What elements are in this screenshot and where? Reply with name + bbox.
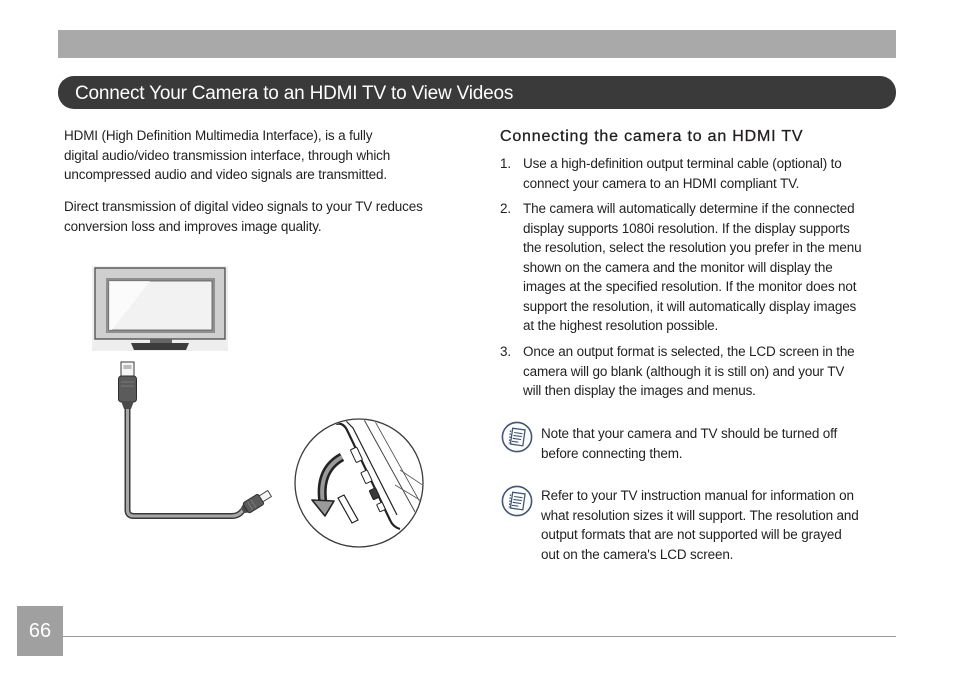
note-text-2 — [541, 486, 859, 564]
note-line: Note that your camera and TV should be turned off — [541, 426, 838, 441]
intro-line: HDMI (High Definition Multimedia Interface), is a fully — [64, 128, 373, 143]
footer-rule — [63, 636, 896, 637]
intro-line: conversion loss and improves image quality. — [64, 218, 322, 234]
step-line: at the highest resolution possible. — [523, 318, 719, 333]
step-number: 2. — [500, 201, 511, 216]
step-line: will then display the images and menus. — [523, 383, 756, 398]
top-header-bar — [58, 30, 896, 58]
hdmi-connection-illustration — [85, 255, 435, 555]
step-line: Once an output format is selected, the LCD screen in the — [523, 344, 855, 359]
note-line: output formats that are not supported will be grayed — [541, 527, 842, 542]
title-bar — [58, 76, 896, 109]
intro-paragraph-2 — [64, 197, 423, 236]
step-line: The camera will automatically determine if the connected — [523, 201, 855, 216]
step-line: the resolution, select the resolution you prefer in the menu — [523, 240, 862, 255]
note-line: Refer to your TV instruction manual for information on — [541, 488, 854, 503]
note-icon — [501, 421, 533, 453]
step-line: camera will go blank (although it is still on) and your TV — [523, 363, 845, 379]
note-icon — [501, 485, 533, 517]
step-text — [523, 199, 861, 336]
intro-line: digital audio/video transmission interface, through which — [64, 147, 391, 163]
step-line: display supports 1080i resolution. If the display supports — [523, 220, 850, 236]
step-text — [523, 342, 855, 401]
page-number-box — [17, 606, 63, 656]
step-line: connect your camera to an HDMI compliant TV. — [523, 175, 800, 191]
tv-icon — [92, 266, 228, 351]
intro-line: Direct transmission of digital video signals to your TV reduces — [64, 199, 423, 214]
step-number: 3. — [500, 344, 511, 359]
step-line: images at the specified resolution. If the monitor does not — [523, 279, 857, 294]
note-text-1 — [541, 424, 837, 463]
camera-hdmi-port-icon — [295, 416, 430, 547]
step-line: support the resolution, it will automatically display images — [523, 298, 857, 314]
step-number: 1. — [500, 156, 511, 171]
step-line: shown on the camera and the monitor will display the — [523, 259, 833, 275]
step-line: Use a high-definition output terminal cable (optional) to — [523, 156, 842, 171]
note-line: what resolution sizes it will support. The resolution and — [541, 507, 859, 523]
intro-paragraph-1 — [64, 126, 390, 185]
page-title: Connect Your Camera to an HDMI TV to View Videos — [75, 83, 514, 104]
hdmi-cable-icon — [119, 362, 273, 516]
step-text — [523, 154, 842, 193]
intro-line: uncompressed audio and video signals are transmitted. — [64, 167, 387, 182]
note-line: out on the camera's LCD screen. — [541, 546, 734, 562]
page-number: 66 — [28, 620, 52, 642]
note-line: before connecting them. — [541, 445, 683, 461]
section-heading: Connecting the camera to an HDMI TV — [500, 128, 804, 145]
